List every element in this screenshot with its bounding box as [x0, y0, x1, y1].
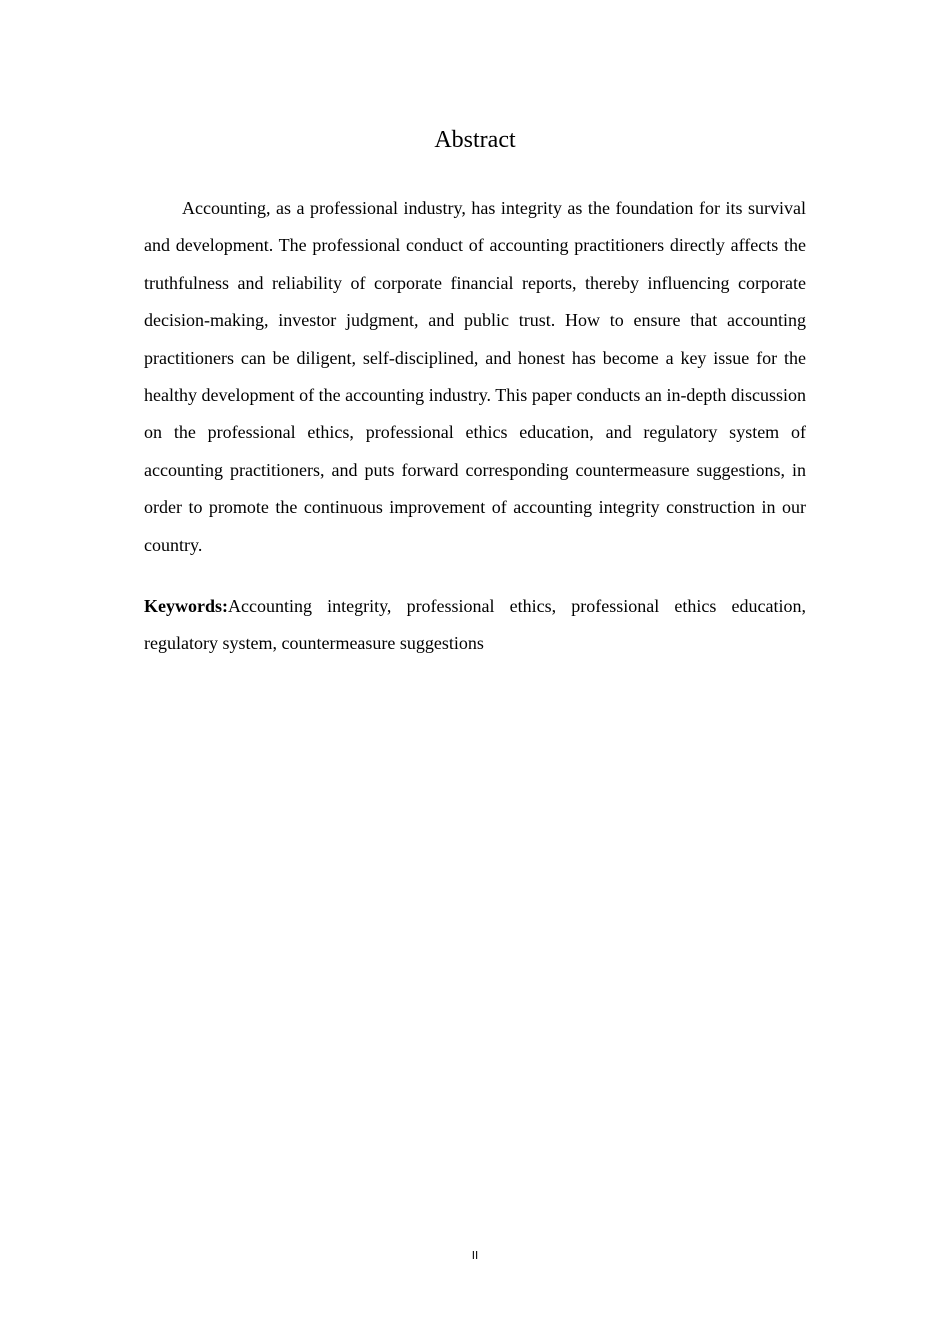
- keywords-line: [144, 588, 806, 663]
- keywords-label: Keywords:: [144, 596, 228, 616]
- page-number: II: [471, 1249, 479, 1262]
- abstract-paragraph: Accounting, as a professional industry, has integrity as the foundation for its survival and development. The professional conduct of accounting practitioners directly affects the truthfulness and reliability of corporate financial reports, thereby influencing corporate decision-making, investor judgment, and public trust. How to ensure that accounting practitioners can be diligent, self-disciplined, and honest has become a key issue for the healthy development of the accounting industry. This paper conducts an in-depth discussion on the professional ethics, professional ethics education, and regulatory system of accounting practitioners, and puts forward corresponding countermeasure suggestions, in order to promote the continuous improvement of accounting integrity construction in our country.: [144, 198, 806, 555]
- keywords-text: Accounting integrity, professional ethics, professional ethics education, regulatory system, countermeasure suggestions: [144, 596, 806, 654]
- page-title: Abstract: [434, 127, 516, 153]
